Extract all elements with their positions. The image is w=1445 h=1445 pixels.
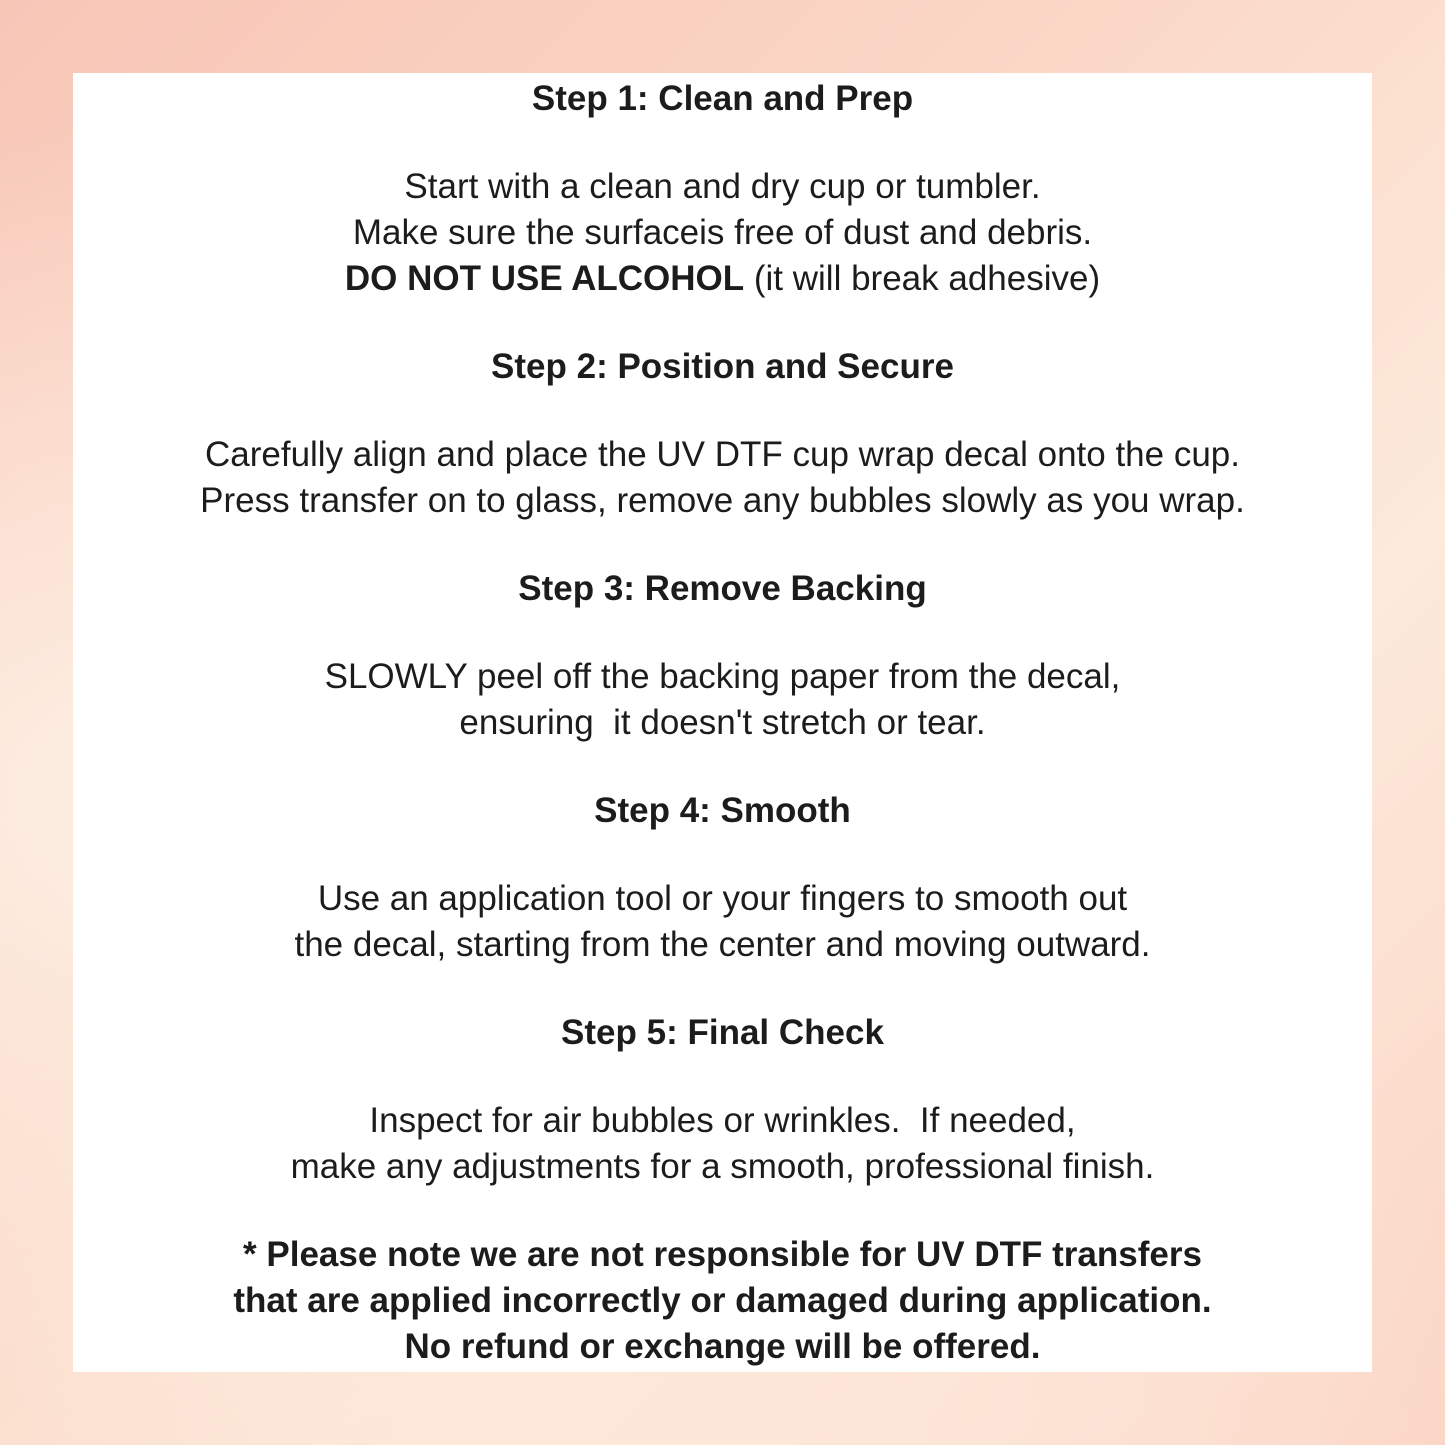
instruction-card bbox=[73, 73, 1372, 1372]
text-line: Inspect for air bubbles or wrinkles. If needed, bbox=[369, 1100, 1076, 1140]
text-line: the decal, starting from the center and moving outward. bbox=[294, 924, 1151, 964]
alcohol-warning-rest: (it will break adhesive) bbox=[753, 258, 1101, 298]
text-line: make any adjustments for a smooth, professional finish. bbox=[290, 1146, 1155, 1186]
text-line: Start with a clean and dry cup or tumbler. bbox=[404, 166, 1041, 206]
step-5-section bbox=[291, 1010, 1155, 1232]
text-line: Use an application tool or your fingers to smooth out bbox=[317, 878, 1128, 918]
alcohol-warning-line bbox=[345, 256, 1100, 302]
step-1-heading: Step 1: Clean and Prep bbox=[531, 78, 914, 118]
text-line: Make sure the surfaceis free of dust and debris. bbox=[352, 212, 1093, 252]
step-4-heading: Step 4: Smooth bbox=[594, 790, 851, 830]
disclaimer-note bbox=[233, 1232, 1211, 1370]
step-5-heading: Step 5: Final Check bbox=[561, 1012, 884, 1052]
step-4-section bbox=[294, 788, 1150, 1010]
disclaimer-line: No refund or exchange will be offered. bbox=[404, 1326, 1041, 1366]
disclaimer-line: that are applied incorrectly or damaged during application. bbox=[233, 1280, 1212, 1320]
alcohol-warning-bold: DO NOT USE ALCOHOL bbox=[344, 258, 745, 298]
step-3-section bbox=[325, 566, 1121, 788]
text-line: SLOWLY peel off the backing paper from the decal, bbox=[324, 656, 1121, 696]
step-2-section bbox=[200, 344, 1245, 566]
disclaimer-line: * Please note we are not responsible for UV DTF transfers bbox=[243, 1234, 1202, 1274]
text-line: Press transfer on to glass, remove any bubbles slowly as you wrap. bbox=[200, 480, 1245, 520]
step-2-heading: Step 2: Position and Secure bbox=[491, 346, 954, 386]
step-3-heading: Step 3: Remove Backing bbox=[518, 568, 927, 608]
step-2-body bbox=[200, 432, 1245, 524]
step-1-body bbox=[345, 164, 1100, 302]
step-1-section bbox=[345, 76, 1100, 344]
step-4-body bbox=[294, 876, 1150, 968]
step-3-body bbox=[325, 654, 1121, 746]
text-line: ensuring it doesn't stretch or tear. bbox=[459, 702, 986, 742]
step-5-body bbox=[291, 1098, 1155, 1190]
text-line: Carefully align and place the UV DTF cup wrap decal onto the cup. bbox=[204, 434, 1240, 474]
